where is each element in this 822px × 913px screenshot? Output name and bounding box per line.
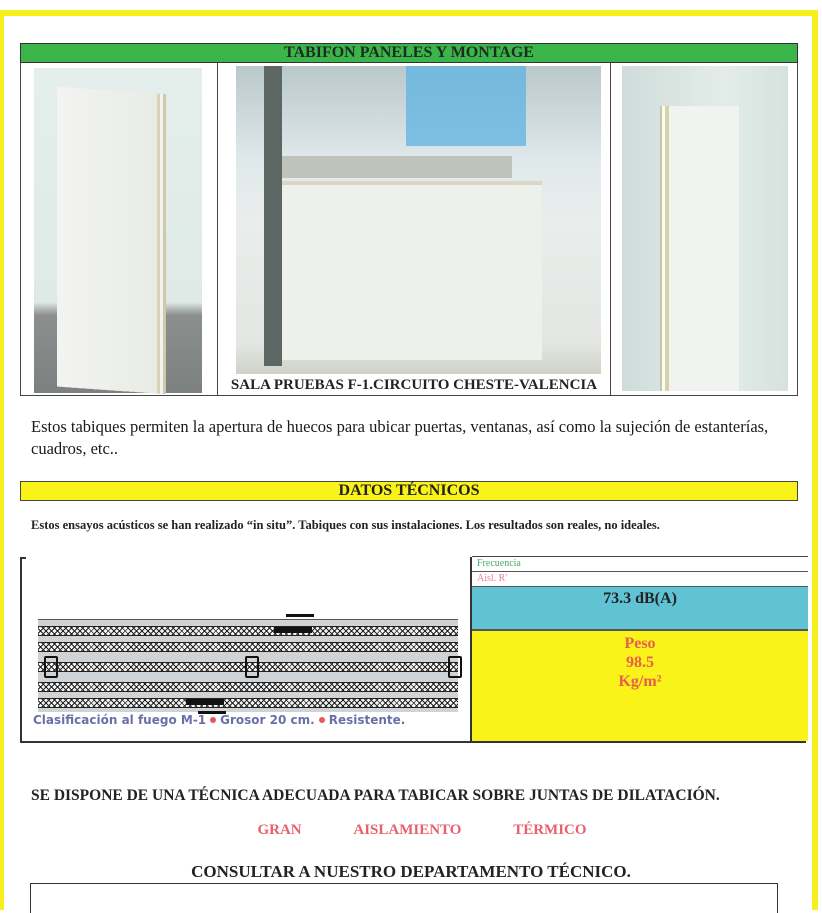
highlight-word-3: TÉRMICO <box>513 822 587 838</box>
aislamiento-value-text: 73.3 dB(A) <box>603 590 677 607</box>
peso-label: Peso <box>624 635 656 652</box>
section-title-paneles: TABIFON PANELES Y MONTAGE <box>20 43 798 63</box>
highlight-line <box>0 822 822 839</box>
tecnica-statement: SE DISPONE DE UNA TÉCNICA ADECUADA PARA TABICAR SOBRE JUNTAS DE DILATACIÓN. <box>31 787 720 804</box>
peso-unit: Kg/m² <box>618 673 662 690</box>
legend-resistance: Resistente. <box>328 713 406 727</box>
highlight-word-2: AISLAMIENTO <box>353 822 462 838</box>
photo-cell-3 <box>611 63 797 395</box>
legend-fire-class: Clasificación al fuego M-1 <box>33 713 207 727</box>
highlight-word-1: GRAN <box>257 822 302 838</box>
photo-caption: SALA PRUEBAS F-1.CIRCUITO CHESTE-VALENCIA <box>230 377 598 393</box>
bullet-icon <box>210 717 216 723</box>
photo-cell-2 <box>218 63 611 395</box>
panel-edge-photo <box>622 66 788 391</box>
bullet-icon <box>319 717 325 723</box>
photo-cell-1 <box>21 63 218 395</box>
aislamiento-value <box>472 587 808 631</box>
panel-standing-photo <box>34 68 202 393</box>
legend-thickness: Grosor 20 cm. <box>220 713 315 727</box>
peso-cell <box>472 631 808 741</box>
aislamiento-label: Aisl. R' <box>472 572 808 587</box>
wall-section-diagram <box>20 557 470 743</box>
specs-table <box>470 557 806 743</box>
installation-photo <box>236 66 601 374</box>
panel-layers-graphic <box>38 619 458 712</box>
photo-gallery <box>20 63 798 396</box>
diagram-legend <box>33 713 405 727</box>
intro-paragraph: Estos tabiques permiten la apertura de huecos para ubicar puertas, ventanas, así como la sujeción de estanterías, cuadros, etc.. <box>31 417 769 458</box>
consult-statement: CONSULTAR A NUESTRO DEPARTAMENTO TÉCNICO. <box>191 862 631 881</box>
acoustic-note: Estos ensayos acústicos se han realizado “in situ”. Tabiques con sus instalaciones. Los resultados son reales, no ideales. <box>31 518 660 532</box>
peso-value: 98.5 <box>626 654 654 671</box>
empty-footer-box <box>30 883 778 913</box>
frecuencia-label: Frecuencia <box>472 557 808 572</box>
section-title-datos: DATOS TÉCNICOS <box>20 481 798 501</box>
